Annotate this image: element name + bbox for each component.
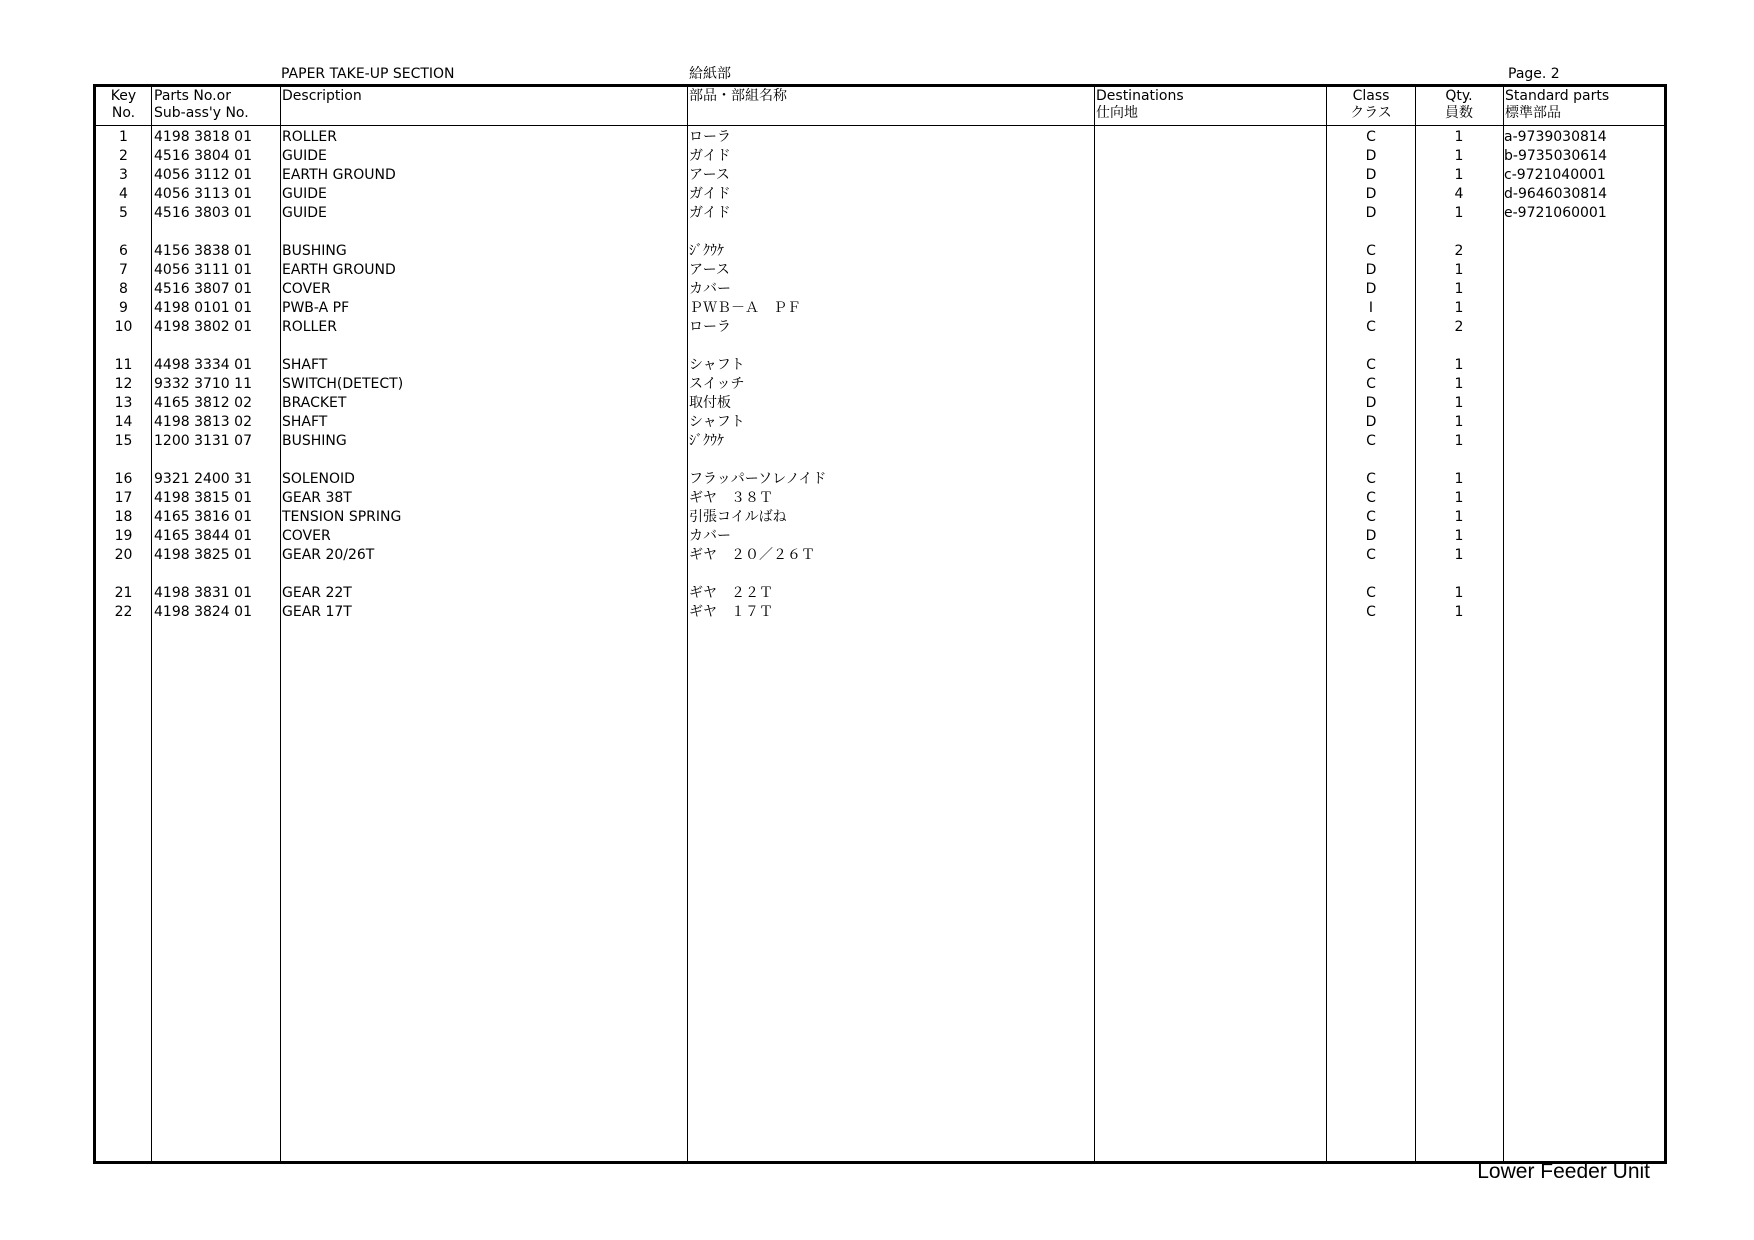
- quantity: 1: [1454, 547, 1464, 563]
- part-number: 4056 3112 01: [154, 167, 252, 183]
- class: C: [1366, 509, 1376, 525]
- quantity: 1: [1454, 528, 1464, 544]
- key-no: 7: [119, 262, 128, 278]
- description: EARTH GROUND: [282, 262, 396, 278]
- description: PWB-A PF: [282, 300, 350, 316]
- table-row: [96, 375, 1664, 394]
- table-row: [96, 299, 1664, 318]
- table-row: [96, 166, 1664, 185]
- standard-part: e-9721060001: [1504, 205, 1607, 221]
- header-description-jp: 部品・部組名称: [689, 88, 787, 104]
- description: SHAFT: [282, 414, 328, 430]
- description: COVER: [282, 528, 331, 544]
- table-row: [96, 242, 1664, 261]
- description-jp: ギヤ １７Ｔ: [689, 604, 773, 620]
- part-number: 4198 3824 01: [154, 604, 252, 620]
- description-jp: ガイド: [689, 148, 731, 164]
- quantity: 1: [1454, 148, 1464, 164]
- description: EARTH GROUND: [282, 167, 396, 183]
- key-no: 4: [119, 186, 128, 202]
- description-jp: ｼﾞｸｳｹ: [689, 243, 724, 259]
- description: BRACKET: [282, 395, 347, 411]
- description: GEAR 17T: [282, 604, 352, 620]
- quantity: 1: [1454, 357, 1464, 373]
- class: C: [1366, 319, 1376, 335]
- header-divider: [96, 125, 1664, 126]
- quantity: 1: [1454, 471, 1464, 487]
- key-no: 1: [119, 129, 128, 145]
- table-row: [96, 147, 1664, 166]
- class: I: [1368, 300, 1374, 316]
- table-row: [96, 489, 1664, 508]
- class: C: [1366, 490, 1376, 506]
- class: D: [1365, 262, 1377, 278]
- table-row: [96, 394, 1664, 413]
- description-jp: 引張コイルばね: [689, 509, 787, 525]
- key-no: 9: [119, 300, 128, 316]
- table-row: [96, 432, 1664, 451]
- description-jp: シャフト: [689, 357, 745, 373]
- quantity: 1: [1454, 509, 1464, 525]
- description-jp: ギヤ ３８Ｔ: [689, 490, 773, 506]
- quantity: 1: [1454, 585, 1464, 601]
- part-number: 4516 3804 01: [154, 148, 252, 164]
- description-jp: カバー: [689, 281, 731, 297]
- part-number: 4198 3831 01: [154, 585, 252, 601]
- key-no: 3: [119, 167, 128, 183]
- key-no: 14: [114, 414, 133, 430]
- description-jp: ローラ: [689, 319, 731, 335]
- header-parts-no: Parts No.or Sub-ass'y No.: [154, 88, 249, 121]
- description-jp: フラッパーソレノイド: [689, 471, 827, 487]
- table-row: [96, 280, 1664, 299]
- quantity: 1: [1454, 300, 1464, 316]
- quantity: 1: [1454, 129, 1464, 145]
- description-jp: ローラ: [689, 129, 731, 145]
- key-no: 11: [114, 357, 133, 373]
- quantity: 1: [1454, 262, 1464, 278]
- header-qty: Qty. 員数: [1445, 88, 1473, 121]
- description: ROLLER: [282, 319, 337, 335]
- class: C: [1366, 129, 1376, 145]
- part-number: 4498 3334 01: [154, 357, 252, 373]
- table-row: [96, 546, 1664, 565]
- class: D: [1365, 395, 1377, 411]
- description: GEAR 20/26T: [282, 547, 375, 563]
- class: D: [1365, 528, 1377, 544]
- key-no: 21: [114, 585, 133, 601]
- table-row: [96, 603, 1664, 622]
- key-no: 15: [114, 433, 133, 449]
- description: TENSION SPRING: [282, 509, 402, 525]
- part-number: 4516 3807 01: [154, 281, 252, 297]
- standard-part: c-9721040001: [1504, 167, 1606, 183]
- part-number: 4198 3818 01: [154, 129, 252, 145]
- description-jp: ＰＷＢ－Ａ ＰＦ: [689, 300, 801, 316]
- key-no: 16: [114, 471, 133, 487]
- quantity: 2: [1454, 243, 1464, 259]
- part-number: 4165 3812 02: [154, 395, 252, 411]
- description: BUSHING: [282, 433, 347, 449]
- class: D: [1365, 186, 1377, 202]
- description-jp: 取付板: [689, 395, 731, 411]
- table-row: [96, 413, 1664, 432]
- description: GUIDE: [282, 205, 327, 221]
- description-jp: ギヤ ２２Ｔ: [689, 585, 773, 601]
- table-row: [96, 204, 1664, 223]
- class: C: [1366, 585, 1376, 601]
- table-row: [96, 261, 1664, 280]
- description: SWITCH(DETECT): [282, 376, 404, 392]
- description-jp: ガイド: [689, 205, 731, 221]
- description: GEAR 38T: [282, 490, 352, 506]
- key-no: 6: [119, 243, 128, 259]
- description-jp: ギヤ ２０／２６Ｔ: [689, 547, 815, 563]
- class: D: [1365, 148, 1377, 164]
- quantity: 1: [1454, 167, 1464, 183]
- key-no: 2: [119, 148, 128, 164]
- header-standard-parts: Standard parts 標準部品: [1505, 88, 1610, 121]
- header-description: Description: [282, 88, 362, 104]
- table-row: [96, 128, 1664, 147]
- section-title-jp: 給紙部: [689, 66, 731, 82]
- table-row: [96, 470, 1664, 489]
- key-no: 17: [114, 490, 133, 506]
- quantity: 1: [1454, 281, 1464, 297]
- key-no: 10: [114, 319, 133, 335]
- key-no: 22: [114, 604, 133, 620]
- quantity: 1: [1454, 490, 1464, 506]
- table-row: [96, 318, 1664, 337]
- standard-part: a-9739030814: [1504, 129, 1607, 145]
- class: C: [1366, 357, 1376, 373]
- key-no: 12: [114, 376, 133, 392]
- quantity: 1: [1454, 604, 1464, 620]
- description-jp: ガイド: [689, 186, 731, 202]
- header-destinations: Destinations 仕向地: [1096, 88, 1184, 121]
- part-number: 4198 3825 01: [154, 547, 252, 563]
- description-jp: アース: [689, 167, 730, 183]
- part-number: 4056 3111 01: [154, 262, 252, 278]
- description: COVER: [282, 281, 331, 297]
- table-row: [96, 508, 1664, 527]
- description: SHAFT: [282, 357, 328, 373]
- key-no: 5: [119, 205, 128, 221]
- header-key: Key No.: [110, 88, 137, 121]
- part-number: 9321 2400 31: [154, 471, 252, 487]
- class: C: [1366, 471, 1376, 487]
- key-no: 18: [114, 509, 133, 525]
- class: C: [1366, 376, 1376, 392]
- class: D: [1365, 414, 1377, 430]
- table-row: [96, 356, 1664, 375]
- description-jp: スイッチ: [689, 376, 745, 392]
- description: GEAR 22T: [282, 585, 352, 601]
- section-title-en: PAPER TAKE-UP SECTION: [281, 66, 455, 82]
- parts-table: [93, 84, 1667, 1164]
- unit-name: Lower Feeder Unit: [1477, 1160, 1650, 1183]
- quantity: 4: [1454, 186, 1464, 202]
- description: BUSHING: [282, 243, 347, 259]
- part-number: 4198 3802 01: [154, 319, 252, 335]
- description: SOLENOID: [282, 471, 355, 487]
- description-jp: シャフト: [689, 414, 745, 430]
- part-number: 4198 0101 01: [154, 300, 252, 316]
- table-row: [96, 185, 1664, 204]
- class: D: [1365, 205, 1377, 221]
- quantity: 1: [1454, 205, 1464, 221]
- part-number: 4198 3813 02: [154, 414, 252, 430]
- description: GUIDE: [282, 186, 327, 202]
- part-number: 4516 3803 01: [154, 205, 252, 221]
- part-number: 4198 3815 01: [154, 490, 252, 506]
- quantity: 1: [1454, 395, 1464, 411]
- page-number: Page. 2: [1508, 66, 1560, 82]
- class: C: [1366, 604, 1376, 620]
- description-jp: カバー: [689, 528, 731, 544]
- quantity: 1: [1454, 414, 1464, 430]
- table-row: [96, 527, 1664, 546]
- key-no: 13: [114, 395, 133, 411]
- part-number: 1200 3131 07: [154, 433, 252, 449]
- description-jp: ｼﾞｸｳｹ: [689, 433, 724, 449]
- part-number: 9332 3710 11: [154, 376, 252, 392]
- class: C: [1366, 243, 1376, 259]
- class: D: [1365, 167, 1377, 183]
- part-number: 4156 3838 01: [154, 243, 252, 259]
- quantity: 2: [1454, 319, 1464, 335]
- class: C: [1366, 547, 1376, 563]
- key-no: 8: [119, 281, 128, 297]
- part-number: 4165 3816 01: [154, 509, 252, 525]
- quantity: 1: [1454, 376, 1464, 392]
- key-no: 19: [114, 528, 133, 544]
- standard-part: d-9646030814: [1504, 186, 1608, 202]
- description: GUIDE: [282, 148, 327, 164]
- class: C: [1366, 433, 1376, 449]
- description: ROLLER: [282, 129, 337, 145]
- table-row: [96, 584, 1664, 603]
- part-number: 4165 3844 01: [154, 528, 252, 544]
- standard-part: b-9735030614: [1504, 148, 1608, 164]
- header-class: Class クラス: [1350, 88, 1392, 121]
- description-jp: アース: [689, 262, 730, 278]
- part-number: 4056 3113 01: [154, 186, 252, 202]
- quantity: 1: [1454, 433, 1464, 449]
- class: D: [1365, 281, 1377, 297]
- key-no: 20: [114, 547, 133, 563]
